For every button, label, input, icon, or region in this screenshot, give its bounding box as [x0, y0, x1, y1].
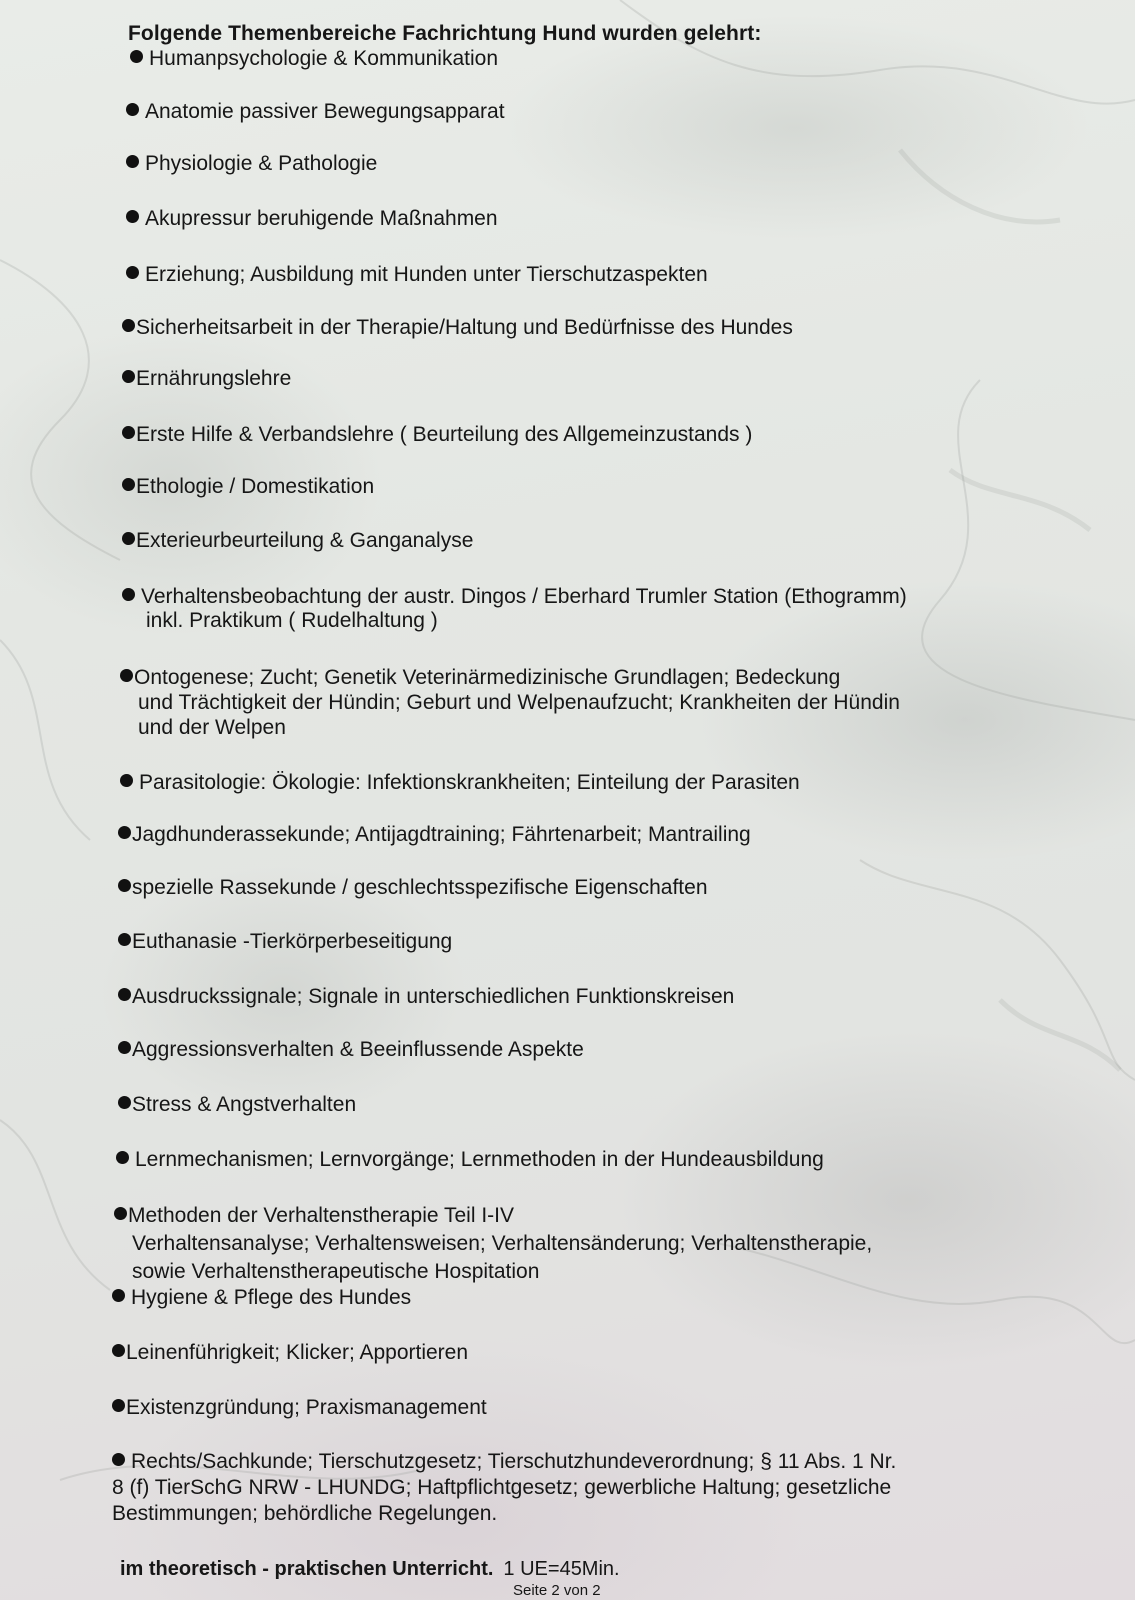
list-item [126, 99, 505, 124]
list-item [112, 1340, 468, 1365]
page-number: Seite 2 von 2 [513, 1582, 601, 1599]
bullet-icon [114, 1207, 127, 1220]
list-item [130, 46, 498, 71]
list-item-text: Stress & Angstverhalten [132, 1093, 357, 1116]
footer-text: im theoretisch - praktischen Unterricht. [120, 1558, 494, 1580]
bullet-icon [122, 319, 135, 332]
list-item-text: Exterieurbeurteilung & Ganganalyse [136, 529, 474, 552]
list-item [118, 984, 734, 1009]
list-item [118, 822, 751, 847]
list-item-text: Physiologie & Pathologie [145, 152, 378, 175]
bullet-icon [118, 988, 131, 1001]
list-item-text: Sicherheitsarbeit in der Therapie/Haltung und Bedürfnisse des Hundes [136, 316, 793, 339]
bullet-icon [118, 1096, 131, 1109]
bullet-icon [126, 103, 139, 116]
list-item-text: Ernährungslehre [136, 367, 292, 390]
list-item [118, 929, 452, 954]
list-item-text: Jagdhunderassekunde; Antijagdtraining; Fährtenarbeit; Mantrailing [132, 823, 751, 846]
list-item-text: Aggressionsverhalten & Beeinflussende Aspekte [132, 1038, 584, 1061]
list-item [122, 528, 473, 553]
list-item-text: Rechts/Sachkunde; Tierschutzgesetz; Tierschutzhundeverordnung; § 11 Abs. 1 Nr. [131, 1450, 897, 1473]
list-item-text: Humanpsychologie & Kommunikation [149, 47, 499, 70]
list-item [118, 1037, 584, 1062]
list-item-text: Akupressur beruhigende Maßnahmen [145, 207, 498, 230]
list-item-text: Ethologie / Domestikation [136, 475, 375, 498]
list-item-continuation: sowie Verhaltenstherapeutische Hospitation [132, 1260, 540, 1283]
list-item-text: Erste Hilfe & Verbandslehre ( Beurteilung des Allgemeinzustands ) [136, 423, 753, 446]
list-item-continuation: inkl. Praktikum ( Rudelhaltung ) [146, 609, 438, 632]
bullet-icon [122, 370, 135, 383]
bullet-icon [130, 50, 143, 63]
list-item [126, 206, 498, 231]
list-item-text: Euthanasie -Tierkörperbeseitigung [132, 930, 453, 953]
bullet-icon [126, 155, 139, 168]
bullet-icon [112, 1399, 125, 1412]
list-item [122, 366, 291, 391]
document-heading: Folgende Themenbereiche Fachrichtung Hund wurden gelehrt: [128, 22, 762, 45]
bullet-icon [126, 266, 139, 279]
bullet-icon [122, 532, 135, 545]
list-item [122, 315, 793, 340]
list-item [122, 474, 374, 499]
list-item-text: Ausdruckssignale; Signale in unterschiedlichen Funktionskreisen [132, 985, 735, 1008]
list-item-text: Anatomie passiver Bewegungsapparat [145, 100, 505, 123]
list-item-text: Methoden der Verhaltenstherapie Teil I-IV [128, 1204, 515, 1227]
list-item [122, 422, 752, 447]
bullet-icon [122, 588, 135, 601]
bullet-icon [118, 933, 131, 946]
list-item-continuation: Bestimmungen; behördliche Regelungen. [112, 1502, 498, 1525]
footer-ue: 1 UE=45Min. [503, 1558, 620, 1580]
bullet-icon [118, 879, 131, 892]
list-item-continuation: 8 (f) TierSchG NRW - LHUNDG; Haftpflichtgesetz; gewerbliche Haltung; gesetzliche [112, 1476, 892, 1499]
list-item [112, 1449, 896, 1527]
list-item-continuation: Verhaltensanalyse; Verhaltensweisen; Verhaltensänderung; Verhaltenstherapie, [132, 1232, 873, 1255]
list-item [120, 770, 800, 795]
bullet-icon [120, 774, 133, 787]
list-item-text: Leinenführigkeit; Klicker; Apportieren [126, 1341, 469, 1364]
list-item [118, 875, 708, 900]
list-item [126, 262, 708, 287]
bullet-icon [116, 1151, 129, 1164]
list-item [126, 151, 377, 176]
list-item [112, 1285, 411, 1310]
bullet-icon [126, 210, 139, 223]
list-item [118, 1092, 356, 1117]
list-item [112, 1395, 487, 1420]
bullet-icon [118, 826, 131, 839]
bullet-icon [118, 1041, 131, 1054]
bullet-icon [122, 478, 135, 491]
bullet-icon [112, 1453, 125, 1466]
list-item-text: Existenzgründung; Praxismanagement [126, 1396, 487, 1419]
list-item-continuation: und Trächtigkeit der Hündin; Geburt und Welpenaufzucht; Krankheiten der Hündin [138, 691, 900, 714]
bullet-icon [112, 1344, 125, 1357]
bullet-icon [122, 426, 135, 439]
list-item [120, 665, 900, 740]
list-item-text: Lernmechanismen; Lernvorgänge; Lernmethoden in der Hundeausbildung [135, 1148, 824, 1171]
list-item-text: spezielle Rassekunde / geschlechtsspezifische Eigenschaften [132, 876, 708, 899]
bullet-icon [120, 669, 133, 682]
bullet-icon [112, 1289, 125, 1302]
list-item-text: Erziehung; Ausbildung mit Hunden unter Tierschutzaspekten [145, 263, 708, 286]
footer-note [120, 1558, 620, 1581]
list-item-text: Verhaltensbeobachtung der austr. Dingos / Eberhard Trumler Station (Ethogramm) [141, 585, 907, 608]
list-item [122, 585, 907, 633]
list-item-text: Ontogenese; Zucht; Genetik Veterinärmedizinische Grundlagen; Bedeckung [134, 666, 841, 689]
list-item [116, 1147, 824, 1172]
list-item-continuation: und der Welpen [138, 716, 286, 739]
list-item [114, 1202, 872, 1286]
list-item-text: Parasitologie: Ökologie: Infektionskrankheiten; Einteilung der Parasiten [139, 771, 800, 794]
list-item-text: Hygiene & Pflege des Hundes [131, 1286, 412, 1309]
